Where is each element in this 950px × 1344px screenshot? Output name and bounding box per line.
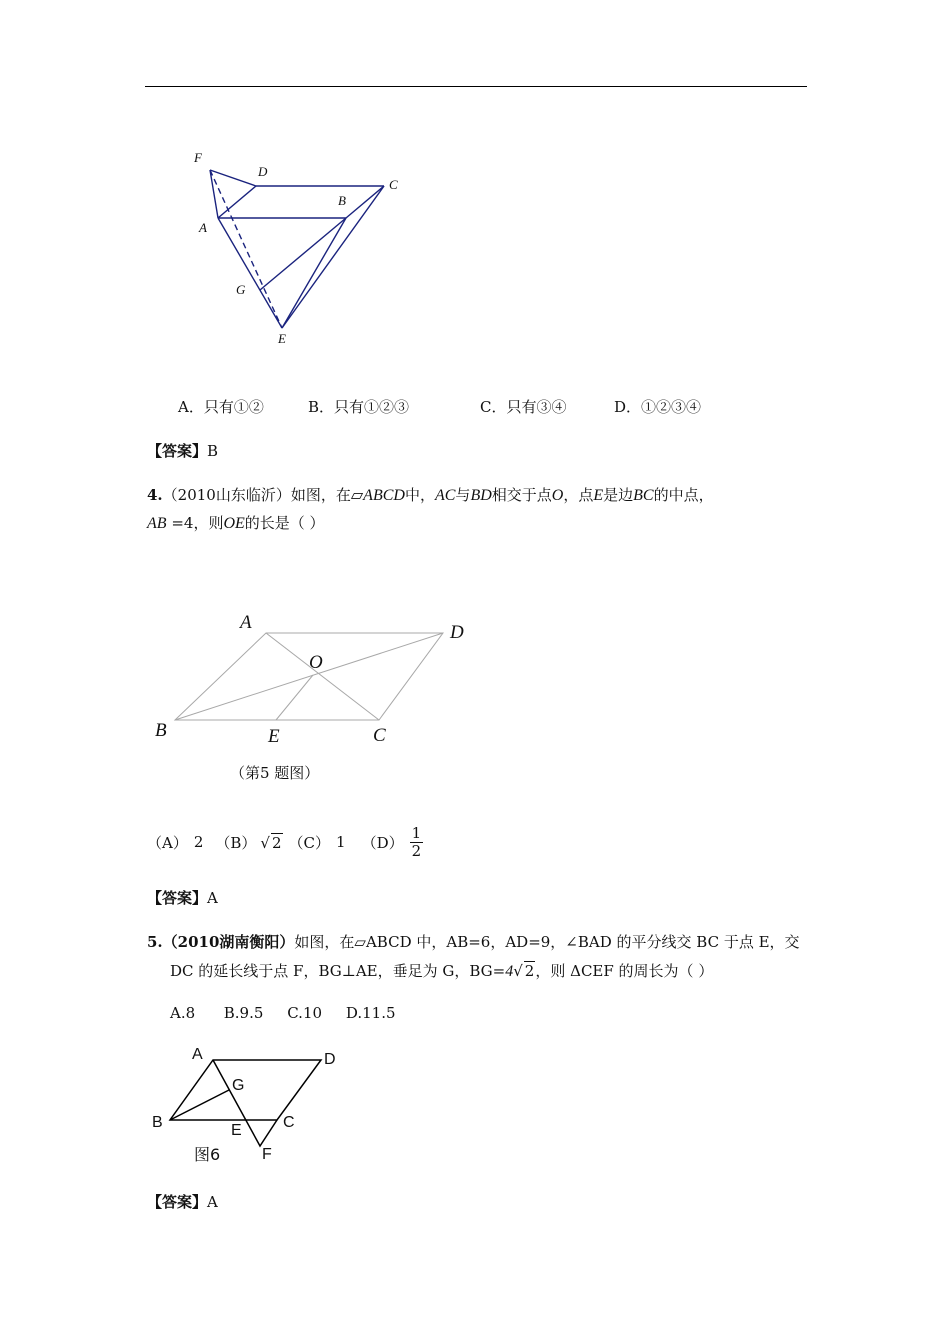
q4-bc: BC xyxy=(633,487,654,504)
q4-text: 的中点， xyxy=(653,486,714,504)
q4-option-a-label: （A） xyxy=(147,833,188,852)
q5-figure-caption: 图6 xyxy=(194,1145,221,1164)
q4-option-d-denominator: 2 xyxy=(411,841,422,860)
figure1-label-d: D xyxy=(258,164,268,179)
q4-text: 如图，在 xyxy=(290,486,351,504)
q4-text: 相交于点 xyxy=(491,486,552,504)
q4-number: 4. xyxy=(147,486,163,504)
q4-text: ，点 xyxy=(563,486,594,504)
q4-option-d-label: （D） xyxy=(361,833,404,852)
q4-figure-label-c: C xyxy=(373,725,386,746)
q5-answer-label: 【答案】 xyxy=(147,1193,208,1211)
q4-figure-label-o: O xyxy=(309,652,323,673)
figure1-label-c: C xyxy=(389,177,398,192)
q4-figure-label-a: A xyxy=(240,612,252,633)
q4-text: 与 xyxy=(455,486,471,504)
q4-text: ，则 xyxy=(193,514,224,532)
q5-answer-value: A xyxy=(207,1193,218,1211)
q4-figure-label-b: B xyxy=(155,720,167,741)
q4-point-e: E xyxy=(593,487,604,504)
figure1-label-g: G xyxy=(236,282,246,297)
figure1-label-e: E xyxy=(278,331,286,346)
q5-figure-label-c: C xyxy=(283,1114,295,1131)
q4-answer-label: 【答案】 xyxy=(147,889,208,907)
segment-bg xyxy=(170,1090,229,1120)
q4-figure-label-e: E xyxy=(268,726,280,747)
q4-ac: AC xyxy=(434,487,456,504)
q4-bd: BD xyxy=(470,487,492,504)
q4-ab: AB xyxy=(147,515,167,532)
q4-answer-value: A xyxy=(207,889,218,907)
q4-parallelogram: ▱ABCD xyxy=(350,487,405,504)
q4-oe: OE xyxy=(223,515,245,532)
q4-text: 是边 xyxy=(603,486,634,504)
q3-answer-value: B xyxy=(207,442,219,460)
q4-source: （2010山东临沂） xyxy=(162,486,291,504)
q3-option-c: C．只有③④ xyxy=(480,398,567,416)
q5-line2-text: DC 的延长线于点 F，BG⊥AE，垂足为 G，BG= xyxy=(170,962,506,980)
q5-source: （2010湖南衡阳） xyxy=(162,933,295,951)
q5-bg-radicand: 2 xyxy=(524,962,535,980)
q4-text: 的长是（ ） xyxy=(244,514,325,532)
q4-figure-caption: （第5 题图） xyxy=(230,764,320,782)
q5-number: 5. xyxy=(147,933,163,951)
q4-point-o: O xyxy=(551,487,564,504)
q5-figure-label-a: A xyxy=(192,1046,203,1063)
q5-figure-label-f: F xyxy=(262,1146,272,1163)
q5-options: A.8 B.9.5 C.10 D.11.5 xyxy=(170,1004,396,1022)
q3-option-a: A．只有①② xyxy=(178,398,264,416)
q4-option-b-label: （B） xyxy=(215,833,257,852)
figure1-label-f: F xyxy=(194,150,202,165)
q4-option-c-value: 1 xyxy=(336,833,346,851)
parallelogram-abcd xyxy=(170,1060,321,1120)
q5-figure-label-d: D xyxy=(324,1051,336,1068)
q4-option-d-numerator: 1 xyxy=(411,824,422,842)
q5-bg-coefficient: 4 xyxy=(505,963,514,980)
q4-options: （A） 2 （B） √ 2 （C） 1 （D） $\frac{1}{2}$ xyxy=(147,824,422,860)
q5-line2-tail: ，则 ΔCEF 的周长为（ ） xyxy=(535,962,714,980)
q5-line1-text: 如图，在▱ABCD 中，AB=6，AD=9，∠BAD 的平分线交 BC 于点 E，交 xyxy=(294,933,800,951)
q4-text: 中， xyxy=(404,486,435,504)
figure1-label-a: A xyxy=(199,220,207,235)
q4-option-c-label: （C） xyxy=(288,833,331,852)
q4-option-b-radicand: 2 xyxy=(271,833,282,852)
figure1-label-b: B xyxy=(338,193,346,208)
q3-option-b: B．只有①②③ xyxy=(308,398,410,416)
q5-answer xyxy=(147,1191,218,1212)
q3-option-d: D．①②③④ xyxy=(614,398,702,416)
q5-figure-label-b: B xyxy=(152,1114,163,1131)
q4-option-a-value: 2 xyxy=(193,833,204,851)
q4-ab-value: =4 xyxy=(166,514,194,532)
line-aef xyxy=(213,1060,277,1146)
q4-figure-label-d: D xyxy=(450,622,464,643)
q5-figure-label-g: G xyxy=(232,1077,245,1094)
q5-figure-label-e: E xyxy=(231,1122,242,1139)
q5-line2: DC 的延长线于点 F，BG⊥AE，垂足为 G，BG=4√ 2，则 ΔCEF 的周长为（ ） xyxy=(170,962,714,980)
q3-answer-label: 【答案】 xyxy=(147,442,208,460)
